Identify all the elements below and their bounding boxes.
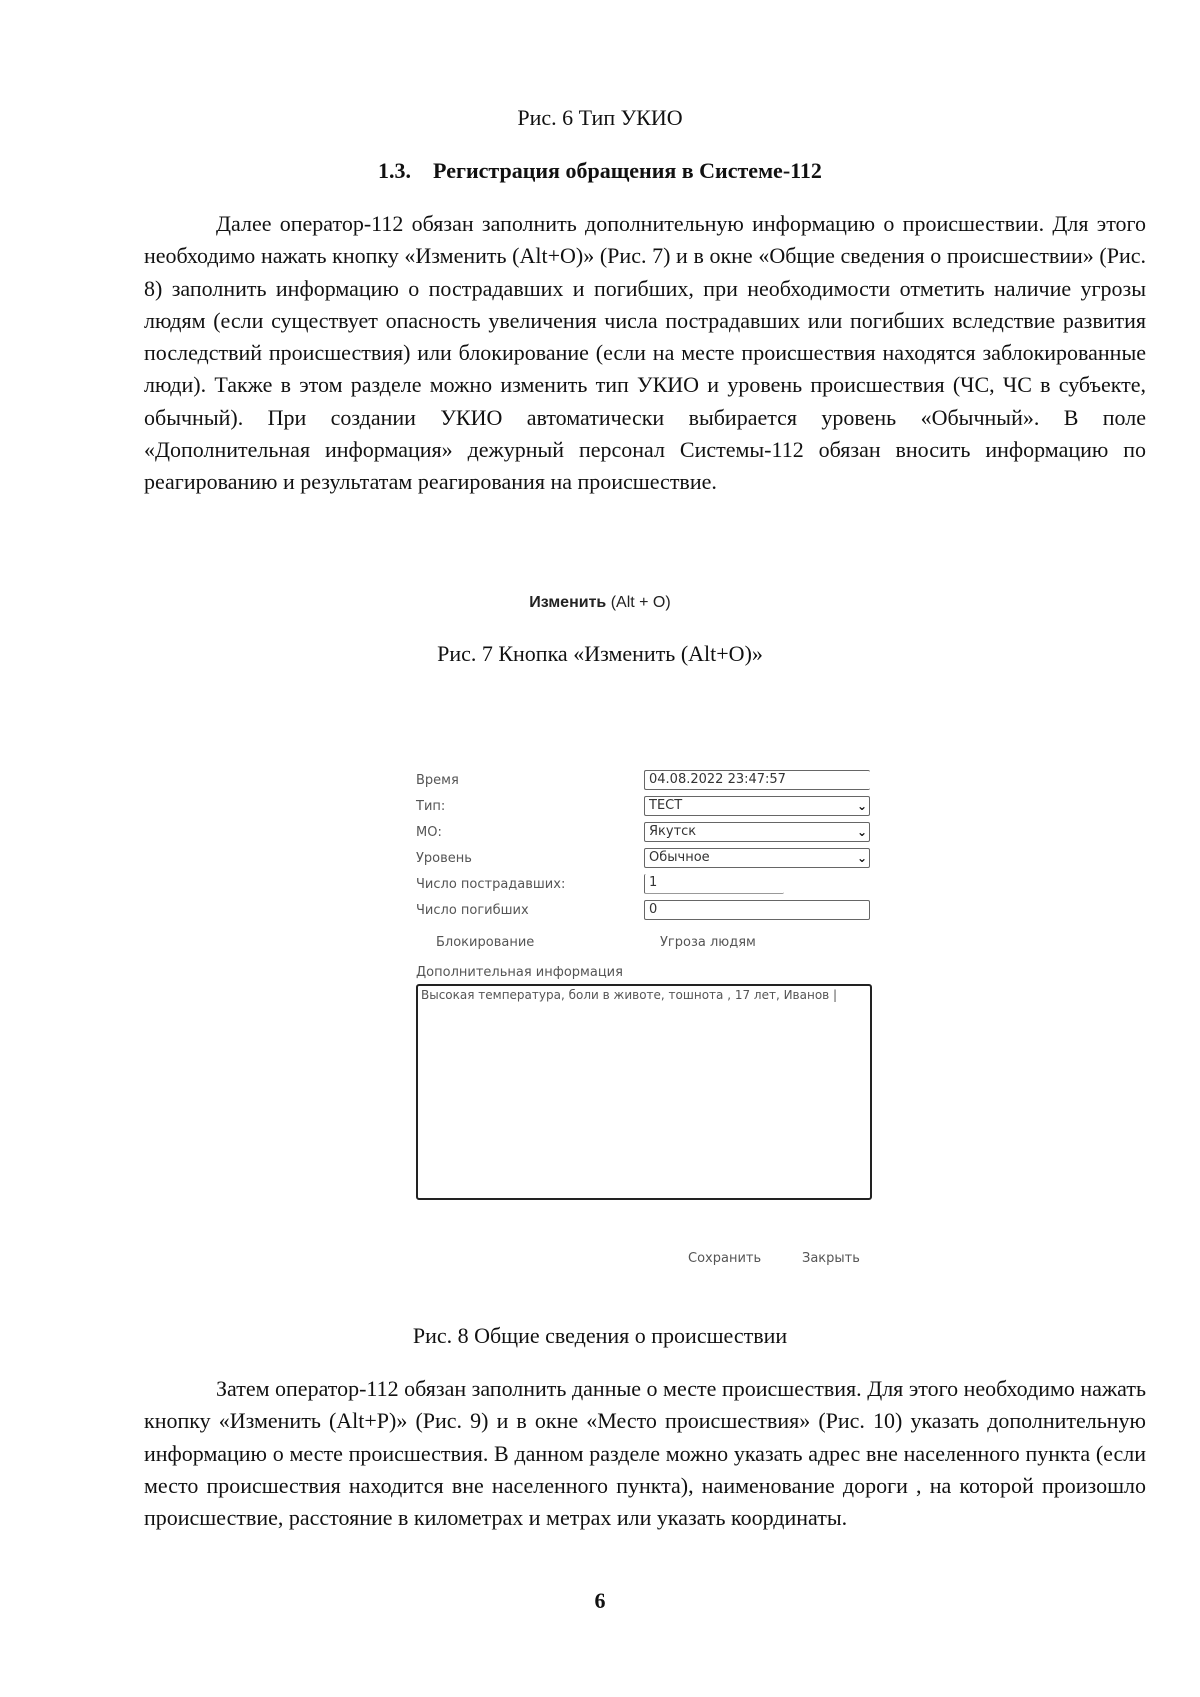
dead-input[interactable] xyxy=(644,900,870,920)
save-button[interactable]: Сохранить xyxy=(688,1251,762,1266)
extra-info-label: Дополнительная информация xyxy=(416,965,623,980)
fig6-caption: Рис. 6 Тип УКИО xyxy=(517,105,683,130)
page-number: 6 xyxy=(594,1588,606,1613)
injured-input[interactable] xyxy=(644,874,784,894)
dead-label: Число погибших xyxy=(416,903,529,918)
fig7-caption: Рис. 7 Кнопка «Изменить (Alt+O)» xyxy=(437,641,763,666)
edit-button-shortcut: (Alt + O) xyxy=(606,594,671,611)
section-heading xyxy=(0,157,1200,185)
threat-checkbox[interactable]: Угроза людям xyxy=(660,935,756,950)
level-label: Уровень xyxy=(416,851,472,866)
type-label: Тип: xyxy=(416,799,446,814)
blocking-checkbox[interactable]: Блокирование xyxy=(436,935,535,950)
time-field[interactable] xyxy=(644,770,870,790)
injured-label: Число пострадавших: xyxy=(416,877,566,892)
incident-general-info-form xyxy=(416,766,876,1276)
injured-value: 1 xyxy=(649,875,658,890)
mo-select[interactable] xyxy=(644,822,870,842)
type-value: ТЕСТ xyxy=(649,798,683,813)
level-value: Обычное xyxy=(649,850,710,865)
time-label: Время xyxy=(416,773,459,788)
edit-button-image xyxy=(0,592,1200,614)
chevron-down-icon: ⌄ xyxy=(856,799,867,813)
edit-button-bold-label: Изменить xyxy=(529,594,607,611)
type-select[interactable] xyxy=(644,796,870,816)
chevron-down-icon: ⌄ xyxy=(856,851,867,865)
close-button[interactable]: Закрыть xyxy=(802,1251,860,1266)
extra-info-textarea[interactable]: Высокая температура, боли в животе, тошнота , 17 лет, Иванов | xyxy=(416,984,872,1200)
mo-label: МО: xyxy=(416,825,442,840)
dead-value: 0 xyxy=(649,902,658,917)
fig8-caption: Рис. 8 Общие сведения о происшествии xyxy=(412,1323,788,1348)
section-number: 1.3. xyxy=(378,158,412,183)
chevron-down-icon: ⌄ xyxy=(856,825,867,839)
paragraph-2: Затем оператор-112 обязан заполнить данные о месте происшествия. Для этого необходимо нажать кнопку «Изменить (Alt+P)» (Рис. 9) и в окне «Место происшествия» (Рис. 10) указать дополнительную информацию о месте происшествия. В данном разделе можно указать адрес вне населенного пункта (если место происшествия находится вне населенного пункта), наименование дороги , на которой произошло происшествие, расстояние в километрах и метрах или указать координаты. xyxy=(144,1376,1146,1531)
paragraph-1: Далее оператор-112 обязан заполнить дополнительную информацию о происшествии. Для этого необходимо нажать кнопку «Изменить (Alt+O)» (Рис. 7) и в окне «Общие сведения о происшествии» (Рис. 8) заполнить информацию о пострадавших и погибших, при необходимости отметить наличие угрозы людям (если существует опасность увеличения числа пострадавших или погибших вследствие развития последствий происшествия) или блокирование (если на месте происшествия находятся заблокированные люди). Также в этом разделе можно изменить тип УКИО и уровень происшествия (ЧС, ЧС в субъекте, обычный). При создании УКИО автоматически выбирается уровень «Обычный». В поле «Дополнительная информация» дежурный персонал Системы-112 обязан вносить информацию по реагированию и результатам реагирования на происшествие. xyxy=(144,211,1146,495)
time-value: 04.08.2022 23:47:57 xyxy=(649,772,786,787)
section-title: Регистрация обращения в Системе-112 xyxy=(433,158,822,183)
level-select[interactable] xyxy=(644,848,870,868)
mo-value: Якутск xyxy=(649,824,697,839)
